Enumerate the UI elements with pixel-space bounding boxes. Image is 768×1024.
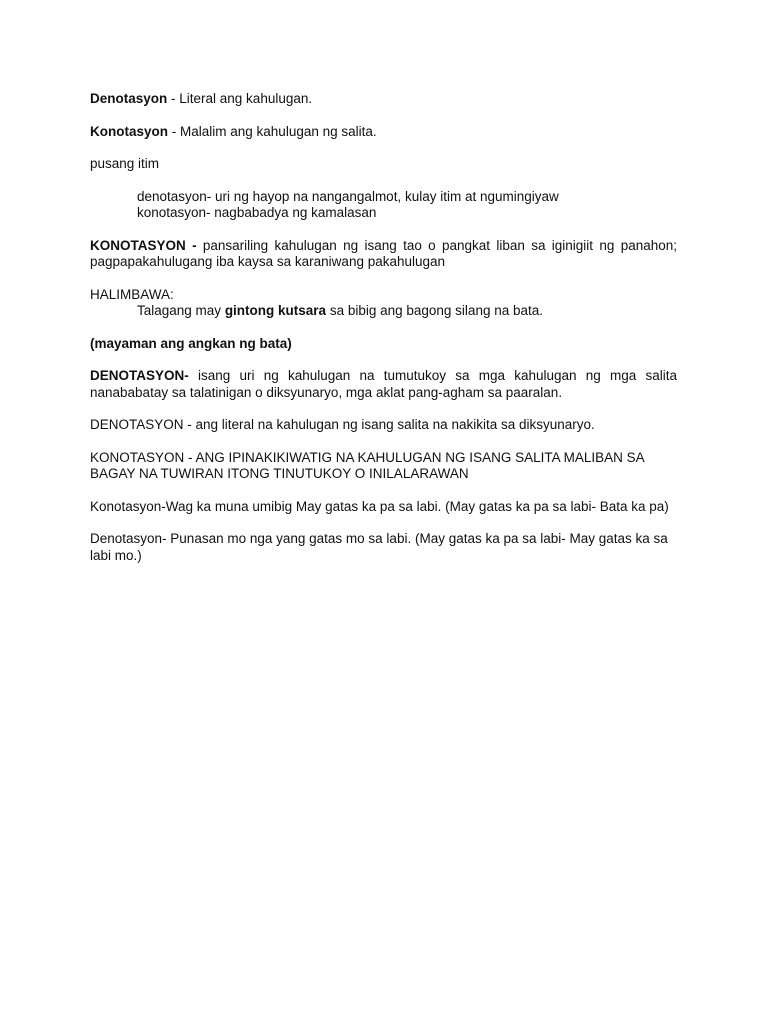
denotasyon-definition-2: DENOTASYON - ang literal na kahulugan ng isang salita na nakikita sa diksyunaryo. [90,417,595,432]
denotasyon-definition [90,368,677,401]
term-konotasyon-caps: KONOTASYON - [90,237,197,253]
sentence-after: sa bibig ang bagong silang na bata. [326,303,544,318]
halimbawa-label: HALIMBAWA: [90,286,174,302]
example-connotation: konotasyon- nagbabadya ng kamalasan [137,205,377,220]
konotasyon-definition [90,238,677,271]
definition-text: - Malalim ang kahulugan ng salita. [168,123,377,139]
example-denotation: denotasyon- uri ng hayop na nangangalmot, kulay itim at ngumingiyaw [137,188,559,204]
definition-text: pansariling kahulugan ng isang tao o pangkat liban sa iginigiit ng panahon; pagpapakahulugang iba kaysa sa karaniwang pakahulugan [90,237,678,269]
konotasyon-example: Konotasyon-Wag ka muna umibig May gatas ka pa sa labi. (May gatas ka pa sa labi- Bata ka pa) [90,498,669,514]
denotasyon-example: Denotasyon- Punasan mo nga yang gatas mo sa labi. (May gatas ka pa sa labi- May gatas ka sa labi mo.) [90,531,668,563]
term-denotasyon-caps: DENOTASYON- [90,368,189,383]
example-word: pusang itim [90,156,160,171]
term-denotasyon: Denotasyon [90,91,168,106]
definition-konotasyon [90,124,678,141]
halimbawa-sentence [90,303,678,320]
halimbawa-meaning [90,336,678,353]
definition-text: - Literal ang kahulugan. [167,91,313,106]
meaning-bold: (mayaman ang angkan ng bata) [90,335,292,351]
konotasyon-definition-2: KONOTASYON - ANG IPINAKIKIWATIG NA KAHULUGAN NG ISANG SALITA MALIBAN SA BAGAY NA TUWIRAN ITONG TINUTUKOY O INILALARAWAN [90,449,644,481]
sentence-before: Talagang may [137,303,225,318]
definition-text: isang uri ng kahulugan na tumutukoy sa mga kahulugan ng mga salita nanababatay sa talatinigan o diksyunaryo, mga aklat pang-agham sa paaralan. [90,368,677,400]
definition-denotasyon [90,91,678,108]
term-konotasyon: Konotasyon [90,123,169,139]
sentence-bold: gintong kutsara [224,303,327,318]
